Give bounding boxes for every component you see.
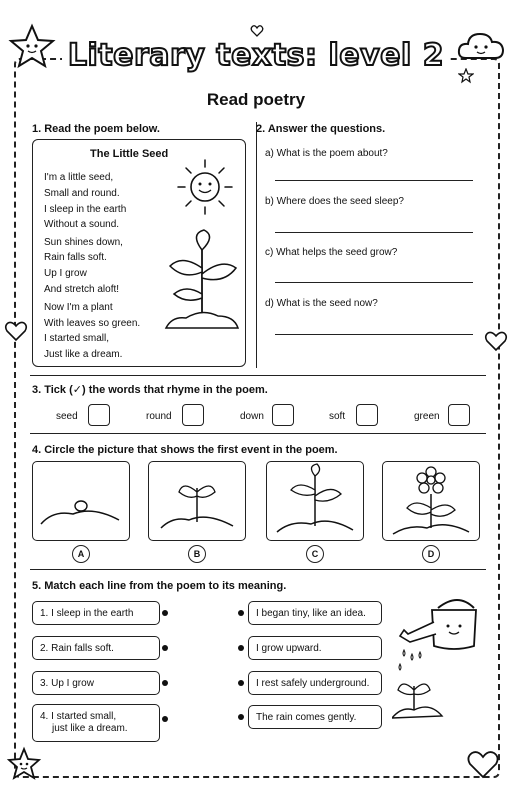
option-label-a[interactable]: A bbox=[72, 545, 90, 563]
seed-in-soil-icon bbox=[33, 462, 129, 540]
match-dot[interactable] bbox=[238, 610, 244, 616]
question-c: c) What helps the seed grow? bbox=[265, 247, 398, 258]
tick-box-soft[interactable] bbox=[356, 404, 378, 426]
poem-line: Rain falls soft. bbox=[44, 252, 107, 263]
poem-title: The Little Seed bbox=[90, 148, 169, 160]
poem-line: I sleep in the earth bbox=[44, 204, 127, 215]
question-a: a) What is the poem about? bbox=[265, 148, 388, 159]
heart-icon bbox=[484, 330, 508, 352]
question-b: b) Where does the seed sleep? bbox=[265, 196, 404, 207]
heart-icon bbox=[466, 748, 500, 780]
match-dot[interactable] bbox=[238, 714, 244, 720]
small-sprout-icon bbox=[149, 462, 245, 540]
star-icon bbox=[6, 746, 42, 782]
poem-line: And stretch aloft! bbox=[44, 284, 120, 295]
column-divider bbox=[256, 122, 257, 368]
option-label-c[interactable]: C bbox=[306, 545, 324, 563]
tick-box-round[interactable] bbox=[182, 404, 204, 426]
poem-line: Now I'm a plant bbox=[44, 302, 113, 313]
answer-line-c[interactable] bbox=[275, 282, 473, 283]
match-dot[interactable] bbox=[162, 716, 168, 722]
match-dot[interactable] bbox=[162, 610, 168, 616]
match-right-2[interactable]: I grow upward. bbox=[248, 636, 382, 660]
divider bbox=[30, 433, 486, 434]
match-right-3[interactable]: I rest safely underground. bbox=[248, 671, 382, 695]
heart-icon bbox=[250, 24, 264, 38]
poem-line: Just like a dream. bbox=[44, 349, 123, 360]
section-1-heading: 1. Read the poem below. bbox=[32, 123, 160, 135]
tick-word-soft: soft bbox=[329, 411, 346, 422]
tick-word-green: green bbox=[414, 411, 440, 422]
picture-option-c[interactable] bbox=[266, 461, 364, 541]
section-4-heading: 4. Circle the picture that shows the first event in the poem. bbox=[32, 444, 338, 456]
option-label-b[interactable]: B bbox=[188, 545, 206, 563]
answer-line-d[interactable] bbox=[275, 334, 473, 335]
question-d: d) What is the seed now? bbox=[265, 298, 378, 309]
section-2-heading: 2. Answer the questions. bbox=[256, 123, 386, 135]
answer-line-a[interactable] bbox=[275, 180, 473, 181]
answer-line-b[interactable] bbox=[275, 232, 473, 233]
match-right-1[interactable]: I began tiny, like an idea. bbox=[248, 601, 382, 625]
tick-word-round: round bbox=[146, 411, 172, 422]
picture-option-d[interactable] bbox=[382, 461, 480, 541]
poem-line: Without a sound. bbox=[44, 219, 120, 230]
divider bbox=[30, 375, 486, 376]
match-left-4-line-1: 4. I started small, bbox=[40, 711, 117, 722]
page-subtitle: Read poetry bbox=[206, 90, 306, 109]
plant-icon bbox=[267, 462, 363, 540]
poem-line: I'm a little seed, bbox=[44, 172, 114, 183]
picture-option-a[interactable] bbox=[32, 461, 130, 541]
star-icon bbox=[8, 22, 56, 70]
poem-line: I started small, bbox=[44, 333, 110, 344]
section-5-heading: 5. Match each line from the poem to its meaning. bbox=[32, 580, 287, 592]
poem-line: Sun shines down, bbox=[44, 237, 123, 248]
page-title: Literary texts: level 2 bbox=[62, 38, 450, 73]
section-3-heading: 3. Tick (✓) the words that rhyme in the poem. bbox=[32, 384, 268, 396]
sun-icon bbox=[176, 158, 234, 216]
small-star-icon bbox=[458, 68, 474, 84]
sprout-icon bbox=[162, 228, 242, 338]
flower-icon bbox=[383, 462, 479, 540]
tick-box-green[interactable] bbox=[448, 404, 470, 426]
poem-line: With leaves so green. bbox=[44, 318, 141, 329]
match-left-4[interactable] bbox=[32, 704, 160, 742]
cloud-icon bbox=[456, 28, 506, 62]
heart-icon bbox=[4, 320, 28, 342]
match-dot[interactable] bbox=[238, 680, 244, 686]
tick-word-down: down bbox=[240, 411, 264, 422]
divider bbox=[30, 569, 486, 570]
match-left-4-line-2: just like a dream. bbox=[52, 723, 128, 734]
match-left-2[interactable]: 2. Rain falls soft. bbox=[32, 636, 160, 660]
poem-line: Small and round. bbox=[44, 188, 120, 199]
match-dot[interactable] bbox=[162, 680, 168, 686]
watering-can-icon bbox=[392, 594, 492, 744]
picture-option-b[interactable] bbox=[148, 461, 246, 541]
tick-box-seed[interactable] bbox=[88, 404, 110, 426]
option-label-d[interactable]: D bbox=[422, 545, 440, 563]
match-dot[interactable] bbox=[162, 645, 168, 651]
match-dot[interactable] bbox=[238, 645, 244, 651]
tick-word-seed: seed bbox=[56, 411, 78, 422]
tick-box-down[interactable] bbox=[272, 404, 294, 426]
match-left-1[interactable]: 1. I sleep in the earth bbox=[32, 601, 160, 625]
match-left-3[interactable]: 3. Up I grow bbox=[32, 671, 160, 695]
match-right-4[interactable]: The rain comes gently. bbox=[248, 705, 382, 729]
poem-line: Up I grow bbox=[44, 268, 87, 279]
